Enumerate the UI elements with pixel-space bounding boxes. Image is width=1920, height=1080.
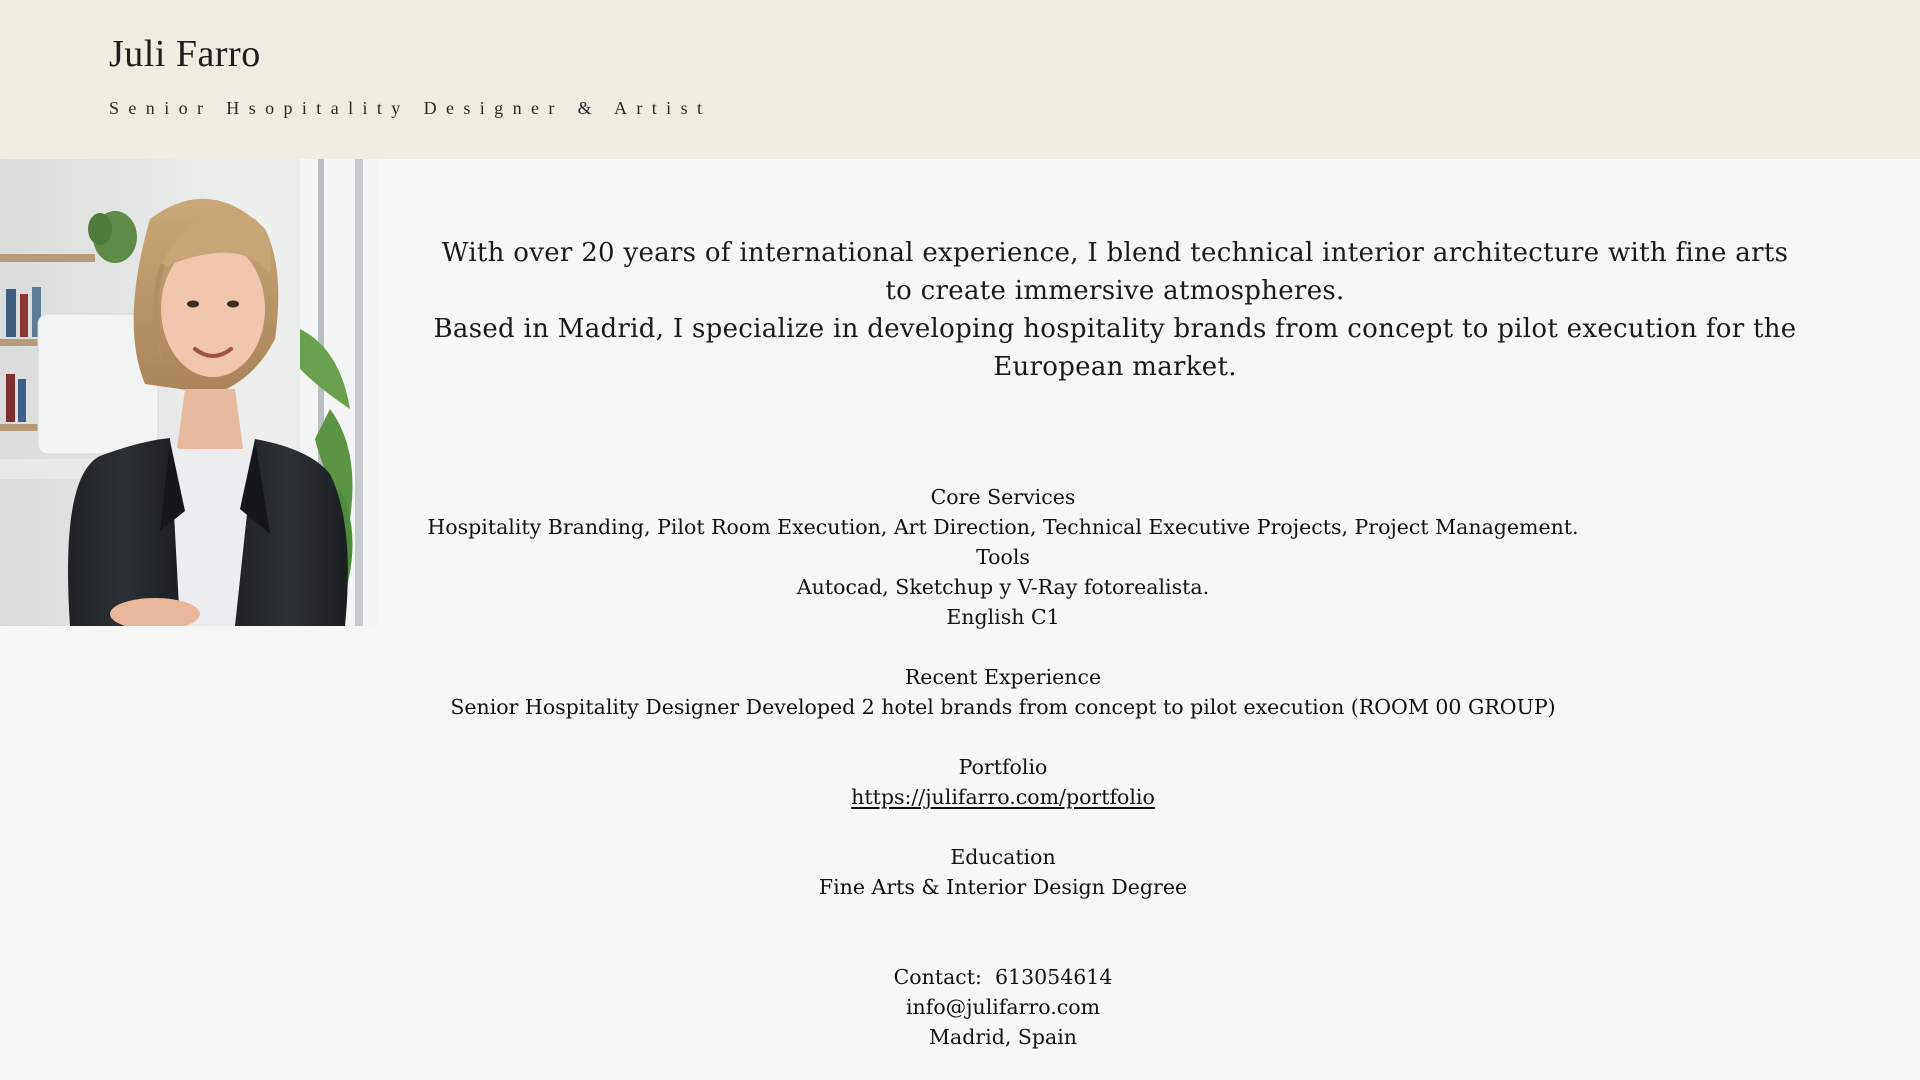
contact-phone: 613054614 [994, 965, 1113, 989]
tools-text: Autocad, Sketchup y V-Ray fotorealista. [796, 575, 1210, 599]
site-subtitle: Senior Hsopitality Designer & Artist [109, 98, 712, 118]
bio-text [430, 234, 1800, 386]
spacer [378, 812, 1628, 842]
spacer [378, 902, 1628, 962]
contact-location: Madrid, Spain [929, 1025, 1077, 1049]
experience-text: Senior Hospitality Designer Developed 2 hotel brands from concept to pilot execution (ROOM 00 GROUP) [450, 695, 1556, 719]
services-heading: Core Services [930, 485, 1076, 509]
portfolio-heading: Portfolio [958, 755, 1048, 779]
portfolio-link[interactable]: https://julifarro.com/portfolio [851, 785, 1155, 809]
tools-heading: Tools [976, 545, 1030, 569]
contact-email: info@julifarro.com [905, 995, 1101, 1019]
portfolio-line [378, 782, 1628, 812]
site-title: Juli Farro [109, 33, 261, 75]
spacer [378, 722, 1628, 752]
bio-line-experience: With over 20 years of international experience, I blend technical interior architecture with fine arts to create immersive atmospheres. [441, 238, 1789, 306]
services-text: Hospitality Branding, Pilot Room Execution, Art Direction, Technical Executive Projects, Project Management. [427, 515, 1579, 539]
education-heading: Education [950, 845, 1056, 869]
site-header [0, 0, 1920, 159]
contact-label: Contact: [893, 965, 982, 989]
contact-phone-line [378, 962, 1628, 992]
experience-heading: Recent Experience [904, 665, 1102, 689]
details-section [378, 482, 1628, 1052]
bio-line-location: Based in Madrid, I specialize in developing hospitality brands from concept to pilot execution for the European market. [433, 314, 1797, 382]
education-text: Fine Arts & Interior Design Degree [818, 875, 1188, 899]
language-text: English C1 [946, 605, 1060, 629]
portrait-image [0, 159, 378, 626]
portrait-photo-icon [0, 159, 378, 626]
spacer [378, 632, 1628, 662]
